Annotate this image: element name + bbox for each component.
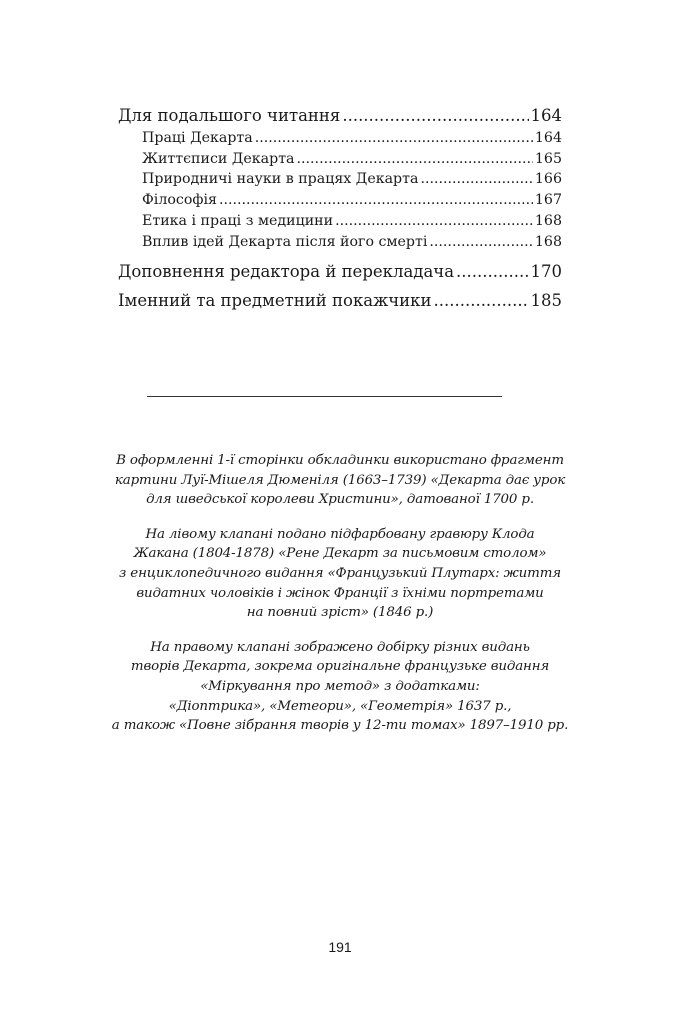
toc-entry-page: 170 bbox=[530, 262, 562, 282]
toc-entry-page: 164 bbox=[534, 130, 562, 146]
toc-entry-page: 166 bbox=[534, 171, 562, 188]
toc-entry-page: 168 bbox=[534, 233, 562, 250]
toc-entry-title: Життєписи Декарта bbox=[142, 150, 295, 167]
toc-entry-title: Доповнення редактора й перекладача bbox=[118, 262, 455, 282]
table-of-contents bbox=[118, 104, 562, 313]
toc-entry-title: Праці Декарта bbox=[142, 130, 253, 146]
toc-subentry[interactable] bbox=[118, 232, 562, 253]
note-line: картини Луї-Мішеля Дюменіля (1663–1739) «Декарта дає урок bbox=[114, 472, 566, 488]
toc-entry-page: 185 bbox=[530, 291, 562, 311]
note-line: з енциклопедичного видання «Французький Плутарх: життя bbox=[119, 565, 561, 581]
toc-leader-dots bbox=[255, 128, 533, 149]
toc-entry-page: 165 bbox=[534, 150, 562, 167]
toc-subentry[interactable] bbox=[118, 169, 562, 190]
toc-subentry[interactable] bbox=[118, 211, 562, 232]
cover-note-paragraph bbox=[80, 451, 600, 510]
toc-entry-page: 168 bbox=[534, 212, 562, 229]
page-number: 191 bbox=[328, 939, 352, 955]
note-line: творів Декарта, зокрема оригінальне французьке видання bbox=[130, 659, 550, 675]
toc-leader-dots bbox=[219, 190, 533, 211]
toc-leader-dots bbox=[429, 232, 533, 253]
toc-entry-title: Природничі науки в працях Декарта bbox=[142, 171, 419, 188]
toc-entry-title: Етика і праці з медицини bbox=[142, 212, 334, 229]
toc-entry-page: 167 bbox=[534, 192, 562, 209]
note-line: В оформленні 1-ї сторінки обкладинки використано фрагмент bbox=[116, 453, 564, 468]
toc-leader-dots bbox=[433, 289, 528, 313]
toc-entry-title: Іменний та предметний покажчики bbox=[118, 291, 432, 311]
note-line: На лівому клапані подано підфарбовану гравюру Клода bbox=[145, 526, 535, 542]
note-line: а також «Повне зібрання творів у 12-ти томах» 1897–1910 рр. bbox=[111, 718, 569, 734]
toc-entry-page: 164 bbox=[530, 106, 562, 125]
toc-entry-further-reading[interactable] bbox=[118, 104, 562, 128]
right-flap-note-paragraph bbox=[80, 638, 600, 736]
toc-subentry[interactable] bbox=[118, 190, 562, 211]
toc-subentry[interactable] bbox=[118, 128, 562, 149]
toc-leader-dots bbox=[420, 169, 532, 190]
toc-leader-dots bbox=[297, 149, 533, 170]
horizontal-divider bbox=[147, 396, 502, 397]
note-line: на повний зріст» (1846 р.) bbox=[246, 605, 434, 621]
toc-entry-title: Філософія bbox=[142, 192, 217, 209]
toc-entry-editor-additions[interactable] bbox=[118, 260, 562, 284]
note-line: для шведської королеви Христини», датованої 1700 р. bbox=[146, 492, 534, 508]
toc-entry-title: Для подальшого читання bbox=[118, 106, 341, 125]
note-line: видатних чоловіків і жінок Франції з їхніми портретами bbox=[136, 585, 544, 601]
note-line: «Діоптрика», «Метеори», «Геометрія» 1637 р., bbox=[168, 698, 512, 714]
toc-entry-title: Вплив ідей Декарта після його смерті bbox=[142, 233, 428, 250]
left-flap-note-paragraph bbox=[80, 525, 600, 623]
note-line: Жакана (1804-1878) «Рене Декарт за письмовим столом» bbox=[133, 546, 547, 562]
toc-leader-dots bbox=[456, 260, 528, 284]
toc-leader-dots bbox=[342, 104, 528, 128]
note-line: «Міркування про метод» з додатками: bbox=[200, 678, 480, 694]
toc-subentry[interactable] bbox=[118, 149, 562, 170]
toc-entry-index[interactable] bbox=[118, 289, 562, 313]
cover-notes bbox=[80, 451, 600, 751]
toc-leader-dots bbox=[335, 211, 533, 232]
note-line: На правому клапані зображено добірку різних видань bbox=[150, 639, 530, 655]
